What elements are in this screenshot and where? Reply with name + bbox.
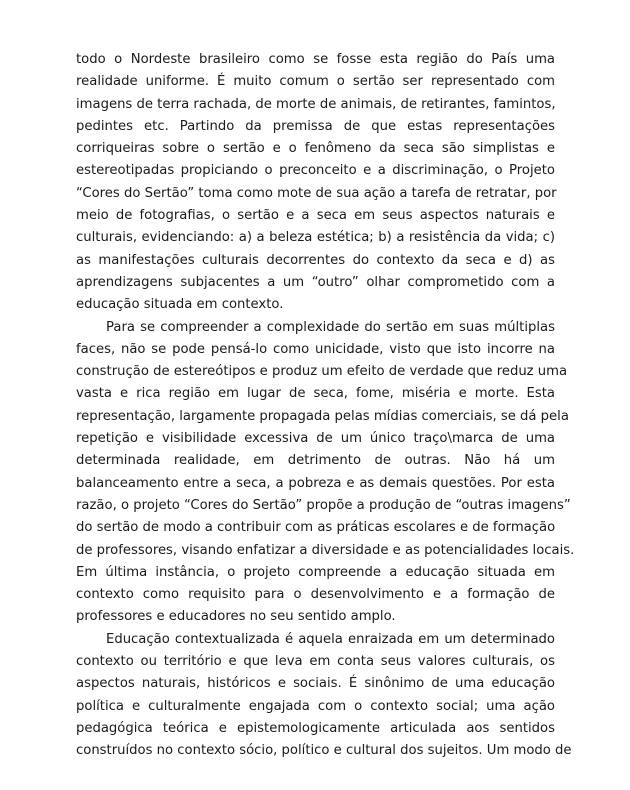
text-line: Em última instância, o projeto compreende a educação situada em: [76, 564, 555, 580]
paragraph-1: [76, 49, 555, 317]
text-line: Para se compreender a complexidade do sertão em suas múltiplas: [106, 319, 555, 335]
paragraph-3: [76, 629, 572, 763]
text-line: construídos no contexto sócio, político e cultural dos sujeitos. Um modo de: [76, 743, 572, 759]
text-line: construção de estereótipos e produz um efeito de verdade que reduz uma: [76, 364, 568, 380]
text-line: todo o Nordeste brasileiro como se fosse esta região do País uma: [76, 52, 555, 67]
text-line: razão, o projeto “Cores do Sertão” propõe a produção de “outras imagens”: [76, 497, 571, 513]
text-line: estereotipadas propiciando o preconceito e a discriminação, o Projeto: [76, 163, 555, 179]
text-line: determinada realidade, em detrimento de outras. Não há um: [76, 453, 555, 469]
text-line: corriqueiras sobre o sertão e o fenômeno da seca são simplistas e: [76, 141, 555, 157]
text-line: as manifestações culturais decorrentes do contexto da seca e d) as: [76, 252, 555, 268]
text-line: balanceamento entre a seca, a pobreza e as demais questões. Por esta: [76, 475, 555, 491]
text-line: pedintes etc. Partindo da premissa de que estas representações: [76, 118, 555, 134]
text-line: aspectos naturais, históricos e sociais. É sinônimo de uma educação: [76, 676, 555, 692]
document-page: [76, 49, 575, 763]
text-line: realidade uniforme. É muito comum o sertão ser representado com: [76, 74, 555, 90]
text-line: vasta e rica região em lugar de seca, fome, miséria e morte. Esta: [76, 386, 555, 402]
text-line: repetição e visibilidade excessiva de um único traço\marca de uma: [76, 431, 555, 447]
paragraph-2: [76, 317, 575, 629]
text-line: contexto como requisito para o desenvolvimento e a formação de: [76, 587, 555, 603]
text-line: meio de fotografias, o sertão e a seca em seus aspectos naturais e: [76, 208, 555, 224]
text-line: educação situada em contexto.: [76, 297, 284, 313]
text-line: “Cores do Sertão” toma como mote de sua ação a tarefa de retratar, por: [76, 185, 557, 201]
text-line: Educação contextualizada é aquela enraizada em um determinado: [106, 631, 555, 647]
text-line: representação, largamente propagada pelas mídias comerciais, se dá pela: [76, 408, 569, 424]
text-line: aprendizagens subjacentes a um “outro” olhar comprometido com a: [76, 274, 555, 290]
text-line: pedagógica teórica e epistemologicamente articulada aos sentidos: [76, 720, 555, 736]
text-line: faces, não se pode pensá-lo como unicidade, visto que isto incorre na: [76, 341, 555, 357]
text-line: de professores, visando enfatizar a diversidade e as potencialidades locais.: [76, 542, 575, 558]
text-line: professores e educadores no seu sentido amplo.: [76, 609, 396, 625]
text-line: contexto ou território e que leva em conta seus valores culturais, os: [76, 654, 555, 670]
text-line: culturais, evidenciando: a) a beleza estética; b) a resistência da vida; c): [76, 230, 555, 246]
text-line: imagens de terra rachada, de morte de animais, de retirantes, famintos,: [76, 96, 556, 112]
text-line: do sertão de modo a contribuir com as práticas escolares e de formação: [76, 520, 556, 536]
text-line: política e culturalmente engajada com o contexto social; uma ação: [76, 698, 555, 714]
